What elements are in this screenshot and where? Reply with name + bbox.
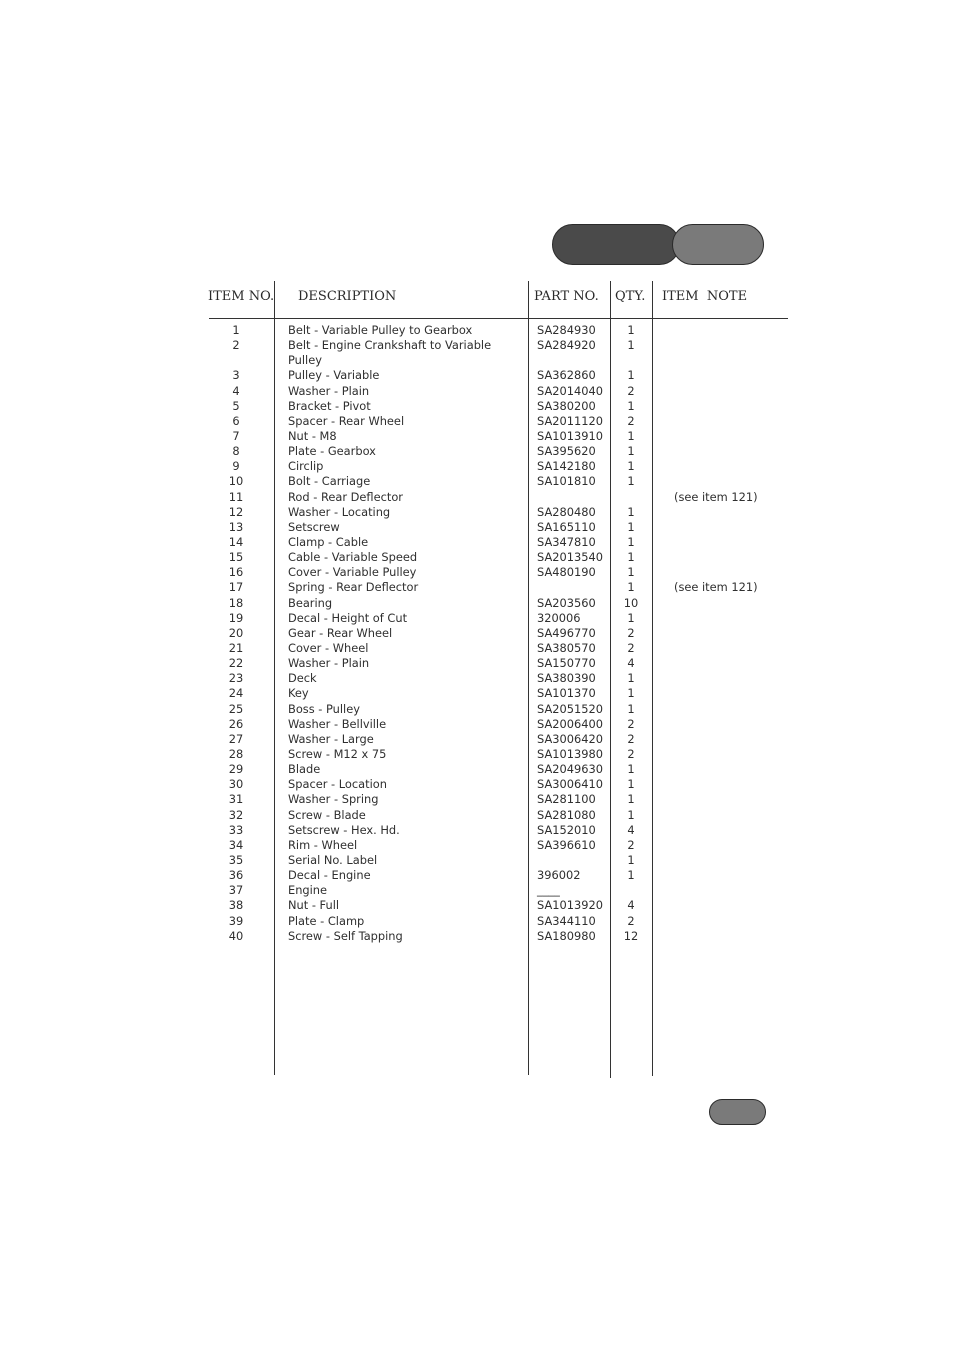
item-number: 9 <box>232 459 240 474</box>
item-number: 30 <box>228 777 244 792</box>
item-number: 10 <box>228 474 244 489</box>
item-description: Cover - Variable Pulley <box>288 565 417 580</box>
part-number: SA3006420 <box>537 731 603 746</box>
quantity: 2 <box>627 640 635 655</box>
table-row <box>0 853 954 868</box>
part-number: SA1013910 <box>537 429 603 443</box>
quantity: 1 <box>627 852 635 867</box>
item-number: 5 <box>232 398 240 413</box>
item-description: Rim - Wheel <box>288 837 358 852</box>
part-number: SA165110 <box>537 519 596 534</box>
table-row <box>0 823 954 838</box>
item-description: Belt - Engine Crankshaft to Variable Pulley <box>288 338 492 368</box>
part-number: 320006 <box>537 610 581 625</box>
table-row <box>0 550 954 565</box>
table-row <box>0 686 954 701</box>
item-number: 28 <box>228 746 244 761</box>
part-number: SA380570 <box>537 640 596 655</box>
table-row <box>0 474 954 489</box>
table-row <box>0 520 954 535</box>
part-number: SA480190 <box>537 565 596 580</box>
header-qty: QTY. <box>615 289 646 304</box>
part-number: SA284920 <box>537 338 596 353</box>
table-row <box>0 505 954 520</box>
header-item-no: ITEM NO. <box>208 289 275 304</box>
item-number: 8 <box>232 444 240 459</box>
part-number: SA2014040 <box>537 383 603 398</box>
quantity: 4 <box>627 656 635 671</box>
part-number: SA2051520 <box>537 701 603 716</box>
item-description: Gear - Rear Wheel <box>288 625 393 640</box>
item-description: Plate - Gearbox <box>288 444 376 459</box>
part-number: SA1013980 <box>537 746 603 761</box>
header-item-note: ITEM NOTE <box>662 289 748 304</box>
table-row <box>0 641 954 656</box>
item-number: 17 <box>228 580 244 595</box>
part-number: SA380200 <box>537 398 596 413</box>
item-number: 26 <box>228 716 244 731</box>
table-row <box>0 399 954 414</box>
section-tab-dark <box>552 224 680 265</box>
part-number: SA496770 <box>537 625 596 640</box>
table-row <box>0 565 954 580</box>
quantity: 1 <box>627 323 635 337</box>
item-note: (see item 121) <box>674 489 758 504</box>
item-description: Engine <box>288 883 328 898</box>
quantity: 1 <box>627 429 635 443</box>
item-number: 21 <box>228 640 244 655</box>
part-number: SA1013920 <box>537 898 603 913</box>
table-row <box>0 762 954 777</box>
item-number: 24 <box>228 686 244 701</box>
item-number: 16 <box>228 565 244 580</box>
table-row <box>0 838 954 853</box>
quantity: 1 <box>627 868 635 883</box>
table-row <box>0 883 954 898</box>
quantity: 2 <box>627 625 635 640</box>
quantity: 1 <box>627 519 635 534</box>
table-row <box>0 338 954 368</box>
part-number: SA203560 <box>537 595 596 610</box>
quantity: 1 <box>627 671 635 686</box>
item-description: Screw - Self Tapping <box>288 928 403 943</box>
item-number: 4 <box>232 383 240 398</box>
part-number: SA344110 <box>537 913 596 928</box>
table-row <box>0 808 954 823</box>
part-number: SA2006400 <box>537 716 603 731</box>
quantity: 2 <box>627 913 635 928</box>
quantity: 1 <box>627 777 635 792</box>
quantity: 1 <box>627 504 635 519</box>
header-part-no: PART NO. <box>534 289 599 304</box>
item-description: Washer - Large <box>288 731 374 746</box>
item-number: 20 <box>228 625 244 640</box>
item-number: 11 <box>228 489 244 504</box>
item-number: 32 <box>228 807 244 822</box>
part-number: SA281080 <box>537 807 596 822</box>
part-number: SA152010 <box>537 822 596 837</box>
item-number: 7 <box>232 429 240 443</box>
item-description: Washer - Spring <box>288 792 379 807</box>
item-number: 31 <box>228 792 244 807</box>
part-number: SA101810 <box>537 474 596 489</box>
item-description: Bolt - Carriage <box>288 474 371 489</box>
item-description: Plate - Clamp <box>288 913 365 928</box>
part-number: SA180980 <box>537 928 596 943</box>
item-description: Nut - Full <box>288 898 340 913</box>
item-description: Blade <box>288 762 321 777</box>
item-description: Boss - Pulley <box>288 701 360 716</box>
table-row <box>0 429 954 444</box>
quantity: 1 <box>627 701 635 716</box>
table-row <box>0 490 954 505</box>
item-description: Nut - M8 <box>288 429 337 443</box>
quantity: 1 <box>627 459 635 474</box>
quantity: 1 <box>627 534 635 549</box>
item-description: Washer - Locating <box>288 504 391 519</box>
quantity: 10 <box>623 595 639 610</box>
table-row <box>0 702 954 717</box>
item-description: Washer - Plain <box>288 656 370 671</box>
item-number: 38 <box>228 898 244 913</box>
part-number: SA395620 <box>537 444 596 459</box>
table-row <box>0 671 954 686</box>
quantity: 1 <box>627 686 635 701</box>
part-number: SA142180 <box>537 459 596 474</box>
quantity: 2 <box>627 716 635 731</box>
item-description: Bracket - Pivot <box>288 398 371 413</box>
item-description: Spacer - Location <box>288 777 387 792</box>
item-description: Cover - Wheel <box>288 640 369 655</box>
part-number: SA3006410 <box>537 777 603 792</box>
table-row <box>0 535 954 550</box>
item-number: 25 <box>228 701 244 716</box>
quantity: 1 <box>627 338 635 353</box>
item-number: 22 <box>228 656 244 671</box>
quantity: 1 <box>627 610 635 625</box>
part-number: SA2013540 <box>537 550 603 565</box>
table-row <box>0 777 954 792</box>
part-number: SA101370 <box>537 686 596 701</box>
item-number: 34 <box>228 837 244 852</box>
item-description: Cable - Variable Speed <box>288 550 418 565</box>
item-description: Washer - Plain <box>288 383 370 398</box>
table-row <box>0 459 954 474</box>
table-row <box>0 732 954 747</box>
table-row <box>0 929 954 944</box>
item-number: 40 <box>228 928 244 943</box>
table-row <box>0 580 954 595</box>
quantity: 1 <box>627 550 635 565</box>
item-description: Circlip <box>288 459 324 474</box>
item-description: Rod - Rear Deflector <box>288 489 403 504</box>
part-number: SA396610 <box>537 837 596 852</box>
quantity: 2 <box>627 837 635 852</box>
header-description: DESCRIPTION <box>298 289 397 304</box>
part-number: SA362860 <box>537 368 596 383</box>
item-note: (see item 121) <box>674 580 758 595</box>
item-description: Washer - Bellville <box>288 716 387 731</box>
item-description: Setscrew <box>288 519 340 534</box>
item-number: 23 <box>228 671 244 686</box>
quantity: 1 <box>627 444 635 459</box>
table-row <box>0 414 954 429</box>
item-number: 1 <box>232 323 240 337</box>
item-number: 29 <box>228 762 244 777</box>
item-number: 27 <box>228 731 244 746</box>
item-number: 6 <box>232 413 240 428</box>
item-description: Screw - M12 x 75 <box>288 746 387 761</box>
item-number: 19 <box>228 610 244 625</box>
table-row <box>0 323 954 338</box>
part-number: SA347810 <box>537 534 596 549</box>
part-number: SA150770 <box>537 656 596 671</box>
item-description: Belt - Variable Pulley to Gearbox <box>288 323 473 337</box>
table-row <box>0 368 954 383</box>
item-number: 33 <box>228 822 244 837</box>
item-number: 2 <box>232 338 240 353</box>
quantity: 1 <box>627 792 635 807</box>
table-row <box>0 747 954 762</box>
item-description: Spring - Rear Deflector <box>288 580 419 595</box>
quantity: 2 <box>627 383 635 398</box>
item-number: 13 <box>228 519 244 534</box>
item-description: Key <box>288 686 309 701</box>
item-description: Spacer - Rear Wheel <box>288 413 405 428</box>
quantity: 4 <box>627 822 635 837</box>
quantity: 1 <box>627 368 635 383</box>
table-row <box>0 444 954 459</box>
parts-table-body <box>0 323 954 944</box>
table-row <box>0 914 954 929</box>
item-number: 35 <box>228 852 244 867</box>
item-description: Serial No. Label <box>288 852 378 867</box>
part-number: SA380390 <box>537 671 596 686</box>
part-number: SA284930 <box>537 323 596 337</box>
item-description: Bearing <box>288 595 333 610</box>
quantity: 2 <box>627 731 635 746</box>
table-row <box>0 898 954 913</box>
quantity: 2 <box>627 746 635 761</box>
table-row <box>0 656 954 671</box>
item-description: Decal - Engine <box>288 868 371 883</box>
item-description: Screw - Blade <box>288 807 366 822</box>
item-number: 39 <box>228 913 244 928</box>
quantity: 1 <box>627 565 635 580</box>
quantity: 4 <box>627 898 635 913</box>
part-number: 396002 <box>537 868 581 883</box>
quantity: 12 <box>623 928 639 943</box>
quantity: 1 <box>627 807 635 822</box>
part-number: ____ <box>537 883 560 898</box>
table-row <box>0 384 954 399</box>
item-number: 15 <box>228 550 244 565</box>
table-row <box>0 717 954 732</box>
section-tab-grey <box>672 224 764 265</box>
item-description: Pulley - Variable <box>288 368 380 383</box>
quantity: 1 <box>627 762 635 777</box>
header-divider <box>209 318 788 319</box>
item-number: 12 <box>228 504 244 519</box>
item-description: Deck <box>288 671 317 686</box>
part-number: SA2049630 <box>537 762 603 777</box>
item-number: 14 <box>228 534 244 549</box>
item-number: 18 <box>228 595 244 610</box>
table-row <box>0 626 954 641</box>
item-number: 36 <box>228 868 244 883</box>
part-number: SA281100 <box>537 792 596 807</box>
quantity: 2 <box>627 413 635 428</box>
quantity: 1 <box>627 580 635 595</box>
item-description: Clamp - Cable <box>288 534 369 549</box>
quantity: 1 <box>627 474 635 489</box>
table-row <box>0 596 954 611</box>
part-number: SA280480 <box>537 504 596 519</box>
item-description: Setscrew - Hex. Hd. <box>288 822 400 837</box>
page-number-tab <box>709 1099 766 1125</box>
table-row <box>0 611 954 626</box>
table-row <box>0 868 954 883</box>
item-description: Decal - Height of Cut <box>288 610 408 625</box>
part-number: SA2011120 <box>537 413 603 428</box>
table-row <box>0 792 954 807</box>
item-number: 3 <box>232 368 240 383</box>
quantity: 1 <box>627 398 635 413</box>
item-number: 37 <box>228 883 244 898</box>
